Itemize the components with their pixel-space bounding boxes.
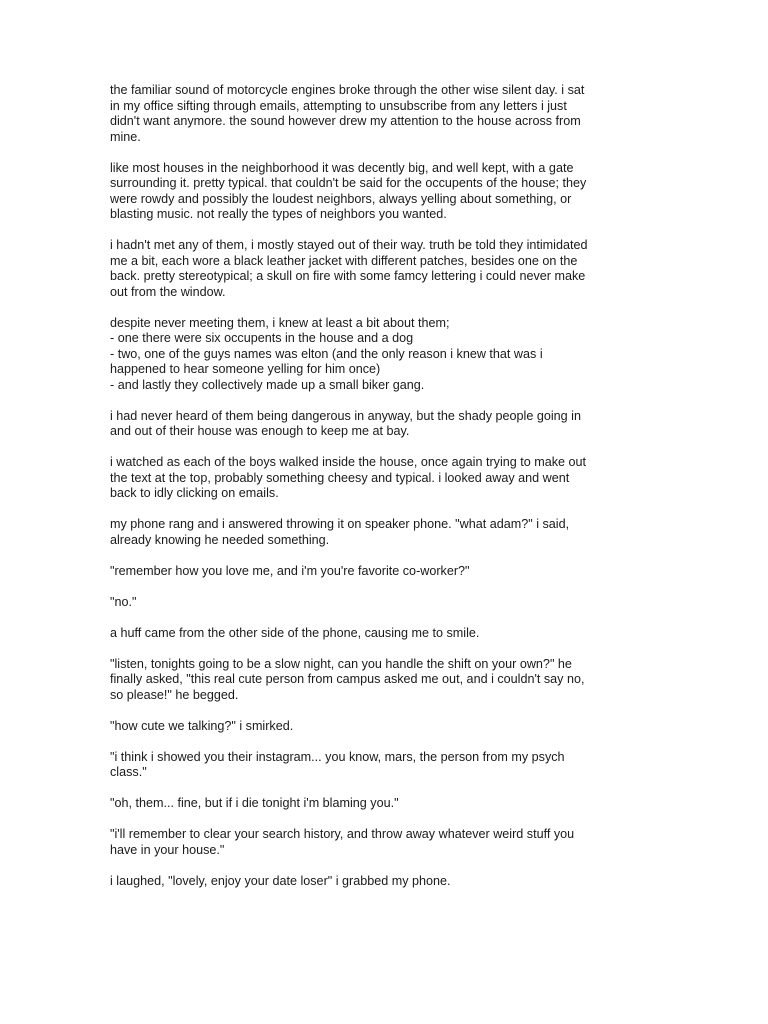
text-line: i watched as each of the boys walked inside the house, once again trying to make out <box>110 455 587 469</box>
list-line: - two, one of the guys names was elton (and the only reason i knew that was i <box>110 346 543 361</box>
text-line: me a bit, each wore a black leather jacket with different patches, besides one on the <box>110 253 578 268</box>
text-line: "listen, tonights going to be a slow night, can you handle the shift on your own?" he <box>110 656 572 671</box>
paragraph <box>110 409 670 440</box>
text-line: back to idly clicking on emails. <box>110 486 279 500</box>
text-line: finally asked, "this real cute person from campus asked me out, and i couldn't say no, <box>110 672 585 686</box>
paragraph <box>110 657 670 704</box>
paragraph <box>110 161 670 223</box>
text-line: surrounding it. pretty typical. that couldn't be said for the occupents of the house; they <box>110 176 587 190</box>
text-line: back. pretty stereotypical; a skull on fire with some famcy lettering i could never make <box>110 269 586 283</box>
story-text <box>110 83 670 905</box>
text-line: blasting music. not really the types of neighbors you wanted. <box>110 207 447 221</box>
text-line: i had never heard of them being dangerous in anyway, but the shady people going in <box>110 408 581 423</box>
list-line: - one there were six occupents in the house and a dog <box>110 331 414 345</box>
text-line: "remember how you love me, and i'm you're favorite co-worker?" <box>110 563 470 578</box>
text-line: have in your house." <box>110 842 225 857</box>
paragraph <box>110 626 670 642</box>
text-line: "i'll remember to clear your search history, and throw away whatever weird stuff you <box>110 827 575 841</box>
paragraph <box>110 316 670 394</box>
text-line: were rowdy and possibly the loudest neighbors, always yelling about something, or <box>110 191 572 206</box>
paragraph <box>110 796 670 812</box>
text-line: i hadn't met any of them, i mostly stayed out of their way. truth be told they intimidated <box>110 238 588 252</box>
text-line: class." <box>110 765 147 779</box>
text-line: "no." <box>110 594 137 609</box>
paragraph <box>110 83 670 145</box>
paragraph <box>110 719 670 735</box>
text-line: "how cute we talking?" i smirked. <box>110 718 294 733</box>
paragraph <box>110 827 670 858</box>
text-line: the text at the top, probably something cheesy and typical. i looked away and went <box>110 470 570 485</box>
paragraph <box>110 455 670 502</box>
text-line: despite never meeting them, i knew at least a bit about them; <box>110 315 450 330</box>
text-line: didn't want anymore. the sound however drew my attention to the house across from <box>110 114 581 128</box>
text-line: i laughed, "lovely, enjoy your date loser" i grabbed my phone. <box>110 873 451 888</box>
text-line: out from the window. <box>110 284 226 299</box>
text-line: so please!" he begged. <box>110 687 239 702</box>
paragraph <box>110 564 670 580</box>
list-line: - and lastly they collectively made up a small biker gang. <box>110 377 425 392</box>
text-line: already knowing he needed something. <box>110 532 330 547</box>
paragraph <box>110 238 670 300</box>
paragraph <box>110 517 670 548</box>
text-line: in my office sifting through emails, attempting to unsubscribe from any letters i just <box>110 98 567 113</box>
text-line: and out of their house was enough to keep me at bay. <box>110 424 410 438</box>
paragraph <box>110 750 670 781</box>
list-line: happened to hear someone yelling for him once) <box>110 362 381 376</box>
text-line: my phone rang and i answered throwing it on speaker phone. "what adam?" i said, <box>110 517 570 531</box>
text-line: "oh, them... fine, but if i die tonight i'm blaming you." <box>110 796 399 810</box>
text-line: mine. <box>110 129 141 144</box>
text-line: "i think i showed you their instagram... you know, mars, the person from my psych <box>110 749 565 764</box>
text-line: like most houses in the neighborhood it was decently big, and well kept, with a gate <box>110 160 574 175</box>
text-line: the familiar sound of motorcycle engines broke through the other wise silent day. i sat <box>110 83 585 97</box>
text-line: a huff came from the other side of the phone, causing me to smile. <box>110 625 480 640</box>
paragraph <box>110 595 670 611</box>
paragraph <box>110 874 670 890</box>
